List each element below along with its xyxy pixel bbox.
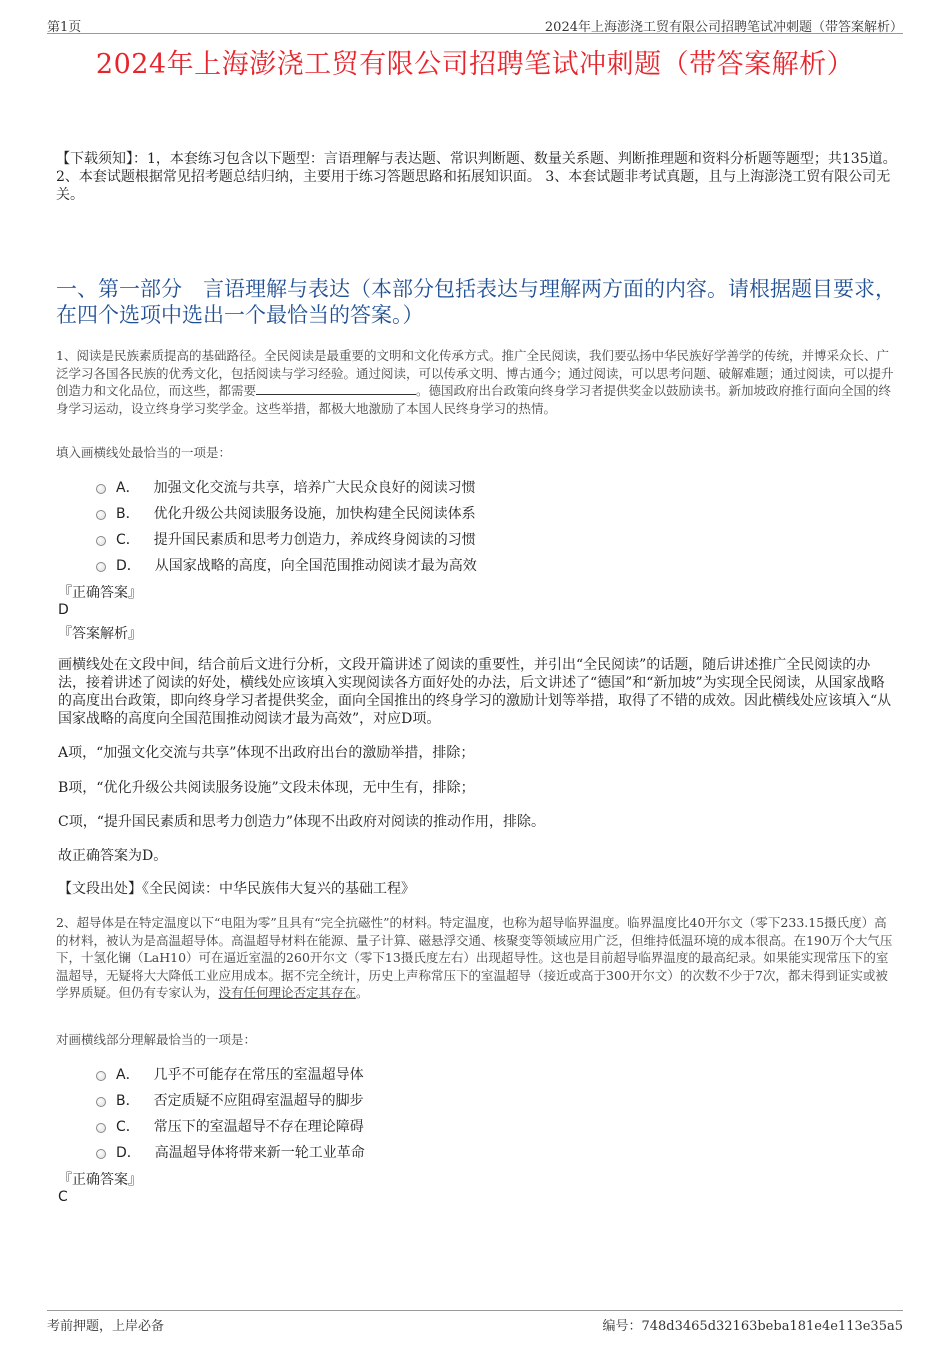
question-1-option-c[interactable]: C． 提升国民素质和思考力创造力，养成终身阅读的习惯 bbox=[96, 529, 476, 549]
question-2-text-before: 2、超导体是在特定温度以下“电阻为零”且具有“完全抗磁性”的材料。特定温度，也称为超导临界温度。临界温度比40开尔文（零下233.15摄氏度）高的材料，被认为是高温超导体。高温超导材料在能源、量子计算、磁悬浮交通、核聚变等领域应用广泛，但维持低温环境的成本很高。在190万个大气压下，十氢化镧（LaH10）可在逼近室温的260开尔文（零下13摄氏度左右）出现超导性。这也是目前超导临界温度的最高纪录。如果能实现常压下的室温超导，无疑将大大降低工业应用成本。据不完全统计，历史上声称常压下的室温超导（接近或高于300开尔文）的次数不少于7次，都未得到证实或被学界质疑。但仍有专家认为， bbox=[56, 915, 893, 1000]
fill-blank bbox=[256, 382, 416, 395]
section-heading: 一、第一部分 言语理解与表达（本部分包括表达与理解两方面的内容。请根据题目要求，在四个选项中选出一个最恰当的答案。） bbox=[56, 277, 896, 327]
question-1-answer: D bbox=[58, 602, 69, 618]
question-1-option-d[interactable]: D． 从国家战略的高度，向全国范围推动阅读才最为高效 bbox=[96, 555, 477, 575]
question-1-option-b[interactable]: B． 优化升级公共阅读服务设施，加快构建全民阅读体系 bbox=[96, 503, 476, 523]
radio-icon[interactable] bbox=[96, 536, 106, 546]
question-1-text-after: 。德国政府出台政策向终身学习者提供奖金以鼓励读书。新加坡政府推行面向全国的终身学习运动，设立终身学习奖学金。这些举措，都极大地激励了本国人民终身学习的热情。 bbox=[56, 383, 892, 416]
question-1-conclusion: 故正确答案为D。 bbox=[58, 848, 168, 864]
download-notice: 【下载须知】：1，本套练习包含以下题型：言语理解与表达题、常识判断题、数量关系题、判断推理题和资料分析题等题型；共135道。 2、本套试题根据常见招考题总结归纳，主要用于练习答题思路和拓展知识面。 3、本套试题非考试真题，且与上海澎浇工贸有限公司无关。 bbox=[56, 151, 897, 203]
question-1-analysis-label: 『答案解析』 bbox=[58, 626, 142, 642]
question-1-text bbox=[56, 347, 898, 417]
radio-icon[interactable] bbox=[96, 562, 106, 572]
header-doc-title: 2024年上海澎浇工贸有限公司招聘笔试冲刺题（带答案解析） bbox=[544, 20, 903, 35]
question-2-option-b[interactable]: B． 否定质疑不应阻碍室温超导的脚步 bbox=[96, 1090, 364, 1110]
question-2-answer-label: 『正确答案』 bbox=[58, 1172, 142, 1188]
radio-icon[interactable] bbox=[96, 1149, 106, 1159]
question-1-analysis: 画横线处在文段中间，结合前后文进行分析，文段开篇讲述了阅读的重要性，并引出“全民阅读”的话题，随后讲述推广全民阅读的办法，接着讲述了阅读的好处，横线处应该填入实现阅读各方面好处的办法，后文讲述了“德国”和“新加坡”为实现全民阅读，从国家战略的高度出台政策，即向终身学习者提供奖金，面向全国推出的终身学习的激励计划等举措，取得了不错的成效。因此横线处应该填入“从国家战略的高度向全国范围推动阅读才最为高效”，对应D项。 bbox=[58, 657, 892, 727]
footer-divider bbox=[47, 1310, 903, 1311]
question-2-text-after: 。 bbox=[356, 985, 369, 1000]
question-1-note-a: A项，“加强文化交流与共享”体现不出政府出台的激励举措，排除； bbox=[58, 745, 475, 761]
footer-serial: 编号：748d3465d32163beba181e4e113e35a5 bbox=[602, 1319, 903, 1334]
header-divider bbox=[47, 33, 903, 34]
page-number: 第1页 bbox=[47, 20, 82, 35]
question-2-prompt: 对画横线部分理解最恰当的一项是： bbox=[56, 1032, 257, 1047]
question-1-option-a[interactable]: A． 加强文化交流与共享，培养广大民众良好的阅读习惯 bbox=[96, 477, 476, 497]
question-1-note-b: B项，“优化升级公共阅读服务设施”文段未体现，无中生有，排除； bbox=[58, 780, 475, 796]
question-2-option-d[interactable]: D． 高温超导体将带来新一轮工业革命 bbox=[96, 1142, 365, 1162]
question-1-answer-label: 『正确答案』 bbox=[58, 585, 142, 601]
radio-icon[interactable] bbox=[96, 1123, 106, 1133]
question-2-option-a[interactable]: A． 几乎不可能存在常压的室温超导体 bbox=[96, 1064, 364, 1084]
page-title: 2024年上海澎浇工贸有限公司招聘笔试冲刺题（带答案解析） bbox=[95, 49, 855, 80]
question-1-text-before: 1、阅读是民族素质提高的基础路径。全民阅读是最重要的文明和文化传承方式。推广全民阅读，我们要弘扬中华民族好学善学的传统，并博采众长、广泛学习各国各民族的优秀文化，包括阅读与学习经验。通过阅读，可以传承文明、博古通今；通过阅读，可以思考问题、破解难题；通过阅读，可以提升创造力和文化品位，而这些，都需要 bbox=[56, 348, 894, 398]
radio-icon[interactable] bbox=[96, 1097, 106, 1107]
question-1-note-c: C项，“提升国民素质和思考力创造力”体现不出政府对阅读的推动作用，排除。 bbox=[58, 814, 546, 830]
question-2-answer: C bbox=[58, 1189, 68, 1205]
question-1-prompt: 填入画横线处最恰当的一项是： bbox=[56, 445, 232, 460]
radio-icon[interactable] bbox=[96, 510, 106, 520]
radio-icon[interactable] bbox=[96, 1071, 106, 1081]
radio-icon[interactable] bbox=[96, 484, 106, 494]
question-2-text bbox=[56, 914, 898, 1002]
question-2-option-c[interactable]: C． 常压下的室温超导不存在理论障碍 bbox=[96, 1116, 364, 1136]
footer-slogan: 考前押题，上岸必备 bbox=[47, 1319, 165, 1334]
underlined-phrase: 没有任何理论否定其存在 bbox=[218, 985, 357, 1000]
question-1-source: 【文段出处】《全民阅读：中华民族伟大复兴的基础工程》 bbox=[58, 881, 415, 897]
